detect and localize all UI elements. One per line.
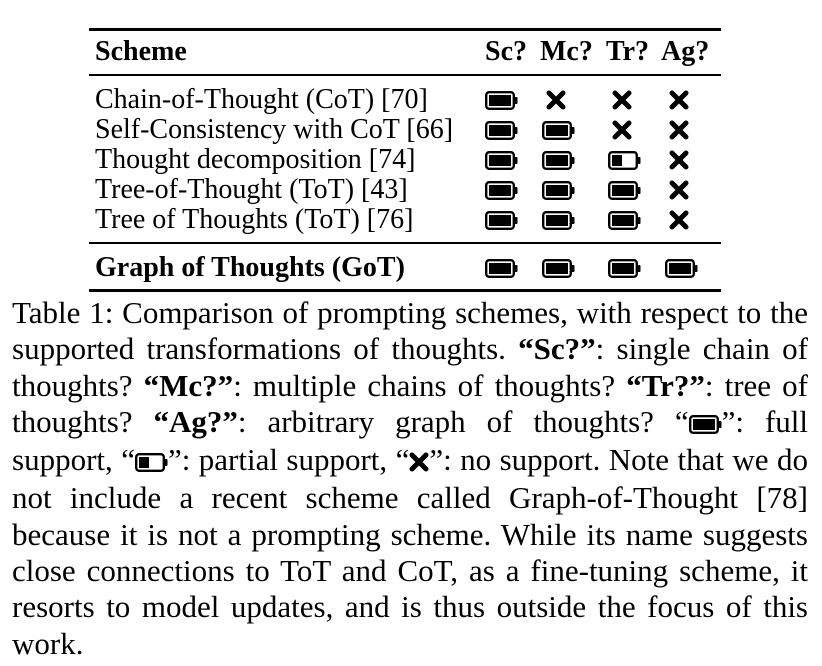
full-battery-icon	[608, 211, 641, 230]
cell-tr	[608, 115, 668, 145]
mid-rule	[89, 242, 721, 244]
header-sc: Sc?	[485, 36, 527, 67]
cell-mc	[542, 205, 602, 235]
cell-mc	[542, 85, 602, 115]
cell-ag	[665, 205, 725, 235]
full-battery-icon	[665, 259, 698, 278]
scheme-name: Self-Consistency with CoT [66]	[95, 114, 454, 145]
cross-icon	[612, 90, 632, 110]
half-battery-icon	[135, 444, 168, 480]
cell-tr	[608, 175, 668, 205]
cross-icon	[546, 90, 566, 110]
cross-icon	[669, 180, 689, 200]
table-row	[89, 85, 721, 115]
table-row	[89, 145, 721, 175]
cell-ag	[665, 85, 725, 115]
table-row	[89, 205, 721, 235]
top-rule	[89, 28, 721, 31]
table-row-got	[89, 253, 721, 283]
sc-term: “Sc?”	[518, 331, 596, 367]
table-caption: Table 1: Comparison of prompting schemes, with respect to the supported transformations of thoughts. “Sc?”: single chain of thoughts? “Mc?”: multiple chains of thoughts? “Tr?”: tree of thoughts? “Ag?”: arbitrary graph of thoughts? “ ”: full support, “ ”: partial support, “ ”: no support. Note that we do not include a recent scheme called Graph-of-Thought [78] because it is not a prompting scheme. While its name suggests close connections to ToT and CoT, as a fine-tuning scheme, it resorts to model updates, and is thus outside the focus of this work.	[12, 295, 809, 661]
table-row	[89, 175, 721, 205]
cell-tr	[608, 253, 668, 283]
header-rule	[89, 74, 721, 76]
cell-mc	[542, 253, 602, 283]
cell-ag	[665, 253, 725, 283]
cell-sc	[485, 85, 545, 115]
scheme-name: Tree-of-Thought (ToT) [43]	[95, 174, 408, 205]
cell-sc	[485, 253, 545, 283]
cell-mc	[542, 145, 602, 175]
cross-icon	[669, 210, 689, 230]
full-battery-icon	[689, 406, 722, 442]
full-battery-icon	[485, 91, 518, 110]
full-battery-icon	[608, 181, 641, 200]
full-battery-icon	[608, 259, 641, 278]
cell-mc	[542, 115, 602, 145]
full-battery-icon	[542, 151, 575, 170]
cell-sc	[485, 145, 545, 175]
header-mc: Mc?	[540, 36, 593, 67]
full-battery-icon	[542, 259, 575, 278]
cell-ag	[665, 115, 725, 145]
full-battery-icon	[485, 211, 518, 230]
cell-mc	[542, 175, 602, 205]
cross-icon	[612, 120, 632, 140]
full-battery-icon	[542, 121, 575, 140]
cross-icon	[669, 120, 689, 140]
table-header-row	[89, 37, 721, 67]
table-row	[89, 115, 721, 145]
cross-icon	[669, 150, 689, 170]
cell-tr	[608, 85, 668, 115]
ag-term: “Ag?”	[153, 403, 238, 439]
cell-ag	[665, 145, 725, 175]
cross-icon	[669, 90, 689, 110]
cell-sc	[485, 205, 545, 235]
cell-ag	[665, 175, 725, 205]
scheme-name: Tree of Thoughts (ToT) [76]	[95, 204, 414, 235]
scheme-name: Graph of Thoughts (GoT)	[95, 252, 405, 283]
cell-sc	[485, 115, 545, 145]
cross-icon	[409, 444, 429, 480]
cell-sc	[485, 175, 545, 205]
cell-tr	[608, 145, 668, 175]
mc-term: “Mc?”	[143, 367, 234, 403]
full-battery-icon	[485, 259, 518, 278]
header-ag: Ag?	[661, 36, 710, 67]
full-battery-icon	[542, 211, 575, 230]
header-scheme: Scheme	[95, 36, 187, 67]
scheme-name: Chain-of-Thought (CoT) [70]	[95, 84, 428, 115]
cell-tr	[608, 205, 668, 235]
full-battery-icon	[485, 181, 518, 200]
header-tr: Tr?	[606, 36, 650, 67]
bottom-rule	[89, 289, 721, 292]
full-battery-icon	[542, 181, 575, 200]
half-battery-icon	[608, 151, 641, 170]
full-battery-icon	[485, 121, 518, 140]
full-battery-icon	[485, 151, 518, 170]
scheme-name: Thought decomposition [74]	[95, 144, 416, 175]
tr-term: “Tr?”	[626, 367, 705, 403]
